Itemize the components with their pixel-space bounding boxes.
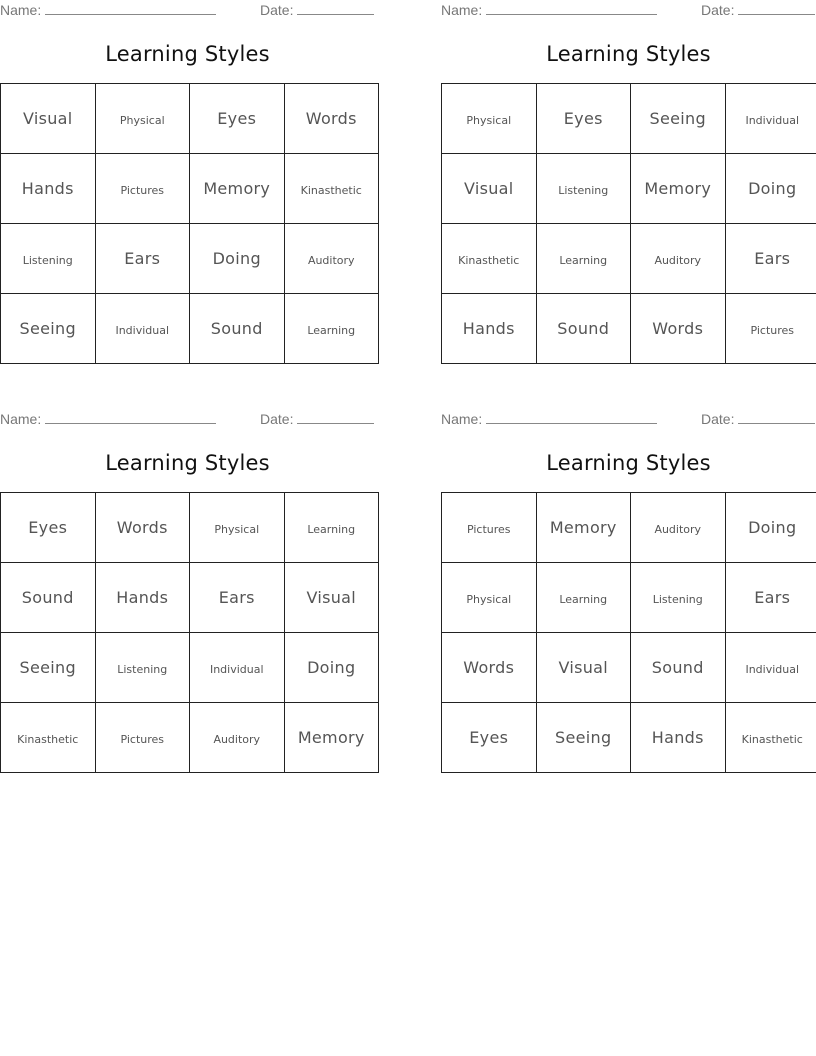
cell-word: Ears bbox=[754, 588, 791, 607]
grid-cell bbox=[442, 633, 537, 703]
grid-cell bbox=[725, 154, 816, 224]
grid-cell bbox=[442, 84, 537, 154]
grid-row bbox=[1, 224, 379, 294]
grid-row bbox=[442, 224, 816, 294]
bingo-card-2 bbox=[441, 0, 816, 364]
grid-cell bbox=[536, 84, 631, 154]
cell-word: Physical bbox=[466, 593, 512, 606]
cell-word: Pictures bbox=[120, 733, 165, 746]
cell-word: Auditory bbox=[213, 733, 261, 746]
grid-cell bbox=[631, 563, 726, 633]
grid-cell bbox=[725, 493, 816, 563]
cell-word: Pictures bbox=[120, 184, 165, 197]
cell-word: Learning bbox=[559, 254, 608, 267]
name-field bbox=[441, 2, 657, 18]
name-label: Name: bbox=[441, 411, 483, 427]
card-title: Learning Styles bbox=[546, 42, 711, 66]
date-blank bbox=[297, 2, 374, 15]
grid-row bbox=[1, 563, 379, 633]
grid-cell bbox=[536, 703, 631, 773]
cell-word: Visual bbox=[463, 179, 514, 198]
cell-word: Sound bbox=[21, 588, 74, 607]
cell-word: Listening bbox=[22, 254, 73, 267]
cell-word: Words bbox=[463, 658, 515, 677]
name-label: Name: bbox=[441, 2, 483, 18]
date-blank bbox=[738, 411, 815, 424]
cell-word: Pictures bbox=[466, 523, 511, 536]
name-blank bbox=[486, 411, 657, 424]
grid-cell bbox=[284, 493, 379, 563]
cell-word: Kinasthetic bbox=[741, 733, 803, 746]
bingo-card-1 bbox=[0, 0, 375, 364]
cell-word: Memory bbox=[297, 728, 365, 747]
grid-cell bbox=[284, 294, 379, 364]
cell-word: Hands bbox=[21, 179, 74, 198]
date-field bbox=[701, 411, 815, 427]
grid-row bbox=[1, 703, 379, 773]
grid-cell bbox=[442, 294, 537, 364]
grid-cell bbox=[1, 703, 96, 773]
cell-word: Sound bbox=[557, 319, 610, 338]
grid-cell bbox=[631, 154, 726, 224]
grid-cell bbox=[536, 224, 631, 294]
grid-cell bbox=[1, 493, 96, 563]
header-line bbox=[0, 411, 375, 429]
cell-word: Eyes bbox=[28, 518, 68, 537]
grid-cell bbox=[284, 154, 379, 224]
cell-word: Eyes bbox=[469, 728, 509, 747]
grid-cell bbox=[284, 703, 379, 773]
grid-cell bbox=[284, 563, 379, 633]
cell-word: Physical bbox=[466, 114, 512, 127]
date-blank bbox=[738, 2, 815, 15]
bingo-grid bbox=[0, 492, 379, 773]
grid-cell bbox=[442, 224, 537, 294]
grid-cell bbox=[725, 633, 816, 703]
cell-word: Individual bbox=[209, 663, 264, 676]
grid-cell bbox=[442, 154, 537, 224]
cell-word: Pictures bbox=[750, 324, 795, 337]
grid-cell bbox=[536, 563, 631, 633]
grid-row bbox=[442, 294, 816, 364]
grid-row bbox=[1, 294, 379, 364]
grid-cell bbox=[536, 294, 631, 364]
grid-cell bbox=[725, 84, 816, 154]
date-label: Date: bbox=[260, 2, 294, 18]
grid-cell bbox=[95, 84, 190, 154]
grid-cell bbox=[536, 493, 631, 563]
cell-word: Memory bbox=[203, 179, 271, 198]
grid-cell bbox=[95, 703, 190, 773]
cell-word: Visual bbox=[558, 658, 609, 677]
cell-word: Eyes bbox=[563, 109, 603, 128]
grid-cell bbox=[631, 84, 726, 154]
grid-cell bbox=[190, 224, 285, 294]
grid-row bbox=[1, 84, 379, 154]
cell-word: Memory bbox=[644, 179, 712, 198]
name-blank bbox=[45, 411, 216, 424]
grid-cell bbox=[536, 154, 631, 224]
name-blank bbox=[45, 2, 216, 15]
cell-word: Sound bbox=[651, 658, 704, 677]
grid-cell bbox=[284, 84, 379, 154]
cell-word: Learning bbox=[559, 593, 608, 606]
header-line bbox=[441, 411, 816, 429]
cell-word: Doing bbox=[748, 179, 797, 198]
grid-row bbox=[442, 703, 816, 773]
cell-word: Kinasthetic bbox=[300, 184, 362, 197]
date-blank bbox=[297, 411, 374, 424]
date-field bbox=[701, 2, 815, 18]
cell-word: Doing bbox=[307, 658, 356, 677]
grid-cell bbox=[284, 633, 379, 703]
grid-cell bbox=[190, 563, 285, 633]
grid-row bbox=[442, 633, 816, 703]
grid-cell bbox=[95, 224, 190, 294]
cell-word: Ears bbox=[218, 588, 255, 607]
cell-word: Hands bbox=[116, 588, 169, 607]
date-label: Date: bbox=[701, 411, 735, 427]
cell-word: Auditory bbox=[654, 523, 702, 536]
grid-cell bbox=[1, 154, 96, 224]
grid-cell bbox=[1, 224, 96, 294]
cell-word: Physical bbox=[214, 523, 260, 536]
header-line bbox=[441, 2, 816, 20]
date-field bbox=[260, 2, 374, 18]
grid-cell bbox=[284, 224, 379, 294]
cell-word: Seeing bbox=[555, 728, 612, 747]
cell-word: Physical bbox=[119, 114, 165, 127]
cell-word: Hands bbox=[462, 319, 515, 338]
card-title: Learning Styles bbox=[546, 451, 711, 475]
grid-cell bbox=[190, 703, 285, 773]
name-field bbox=[0, 2, 216, 18]
grid-cell bbox=[725, 703, 816, 773]
card-title: Learning Styles bbox=[105, 451, 270, 475]
cell-word: Seeing bbox=[649, 109, 706, 128]
cell-word: Visual bbox=[22, 109, 73, 128]
cell-word: Auditory bbox=[654, 254, 702, 267]
cell-word: Ears bbox=[754, 249, 791, 268]
cell-word: Ears bbox=[124, 249, 161, 268]
cell-word: Doing bbox=[212, 249, 261, 268]
cell-word: Sound bbox=[210, 319, 263, 338]
cell-word: Individual bbox=[745, 114, 800, 127]
grid-cell bbox=[190, 633, 285, 703]
cell-word: Seeing bbox=[19, 658, 76, 677]
cell-word: Learning bbox=[307, 523, 356, 536]
grid-cell bbox=[190, 154, 285, 224]
grid-cell bbox=[1, 294, 96, 364]
cell-word: Individual bbox=[115, 324, 170, 337]
grid-row bbox=[442, 493, 816, 563]
cell-word: Words bbox=[305, 109, 357, 128]
cell-word: Words bbox=[652, 319, 704, 338]
cell-word: Listening bbox=[652, 593, 703, 606]
date-label: Date: bbox=[260, 411, 294, 427]
grid-cell bbox=[95, 633, 190, 703]
cell-word: Seeing bbox=[19, 319, 76, 338]
grid-cell bbox=[95, 563, 190, 633]
cell-word: Visual bbox=[306, 588, 357, 607]
grid-cell bbox=[442, 493, 537, 563]
grid-cell bbox=[631, 294, 726, 364]
grid-cell bbox=[725, 294, 816, 364]
cell-word: Learning bbox=[307, 324, 356, 337]
cell-word: Eyes bbox=[217, 109, 257, 128]
name-blank bbox=[486, 2, 657, 15]
grid-row bbox=[442, 154, 816, 224]
header-line bbox=[0, 2, 375, 20]
grid-cell bbox=[190, 84, 285, 154]
grid-cell bbox=[631, 703, 726, 773]
name-field bbox=[0, 411, 216, 427]
bingo-card-4 bbox=[441, 409, 816, 773]
grid-cell bbox=[1, 84, 96, 154]
grid-cell bbox=[95, 493, 190, 563]
grid-cell bbox=[95, 154, 190, 224]
grid-row bbox=[442, 563, 816, 633]
grid-cell bbox=[1, 563, 96, 633]
grid-cell bbox=[95, 294, 190, 364]
grid-cell bbox=[631, 493, 726, 563]
date-label: Date: bbox=[701, 2, 735, 18]
bingo-grid bbox=[441, 83, 816, 364]
grid-cell bbox=[1, 633, 96, 703]
name-label: Name: bbox=[0, 2, 42, 18]
cell-word: Memory bbox=[549, 518, 617, 537]
grid-row bbox=[1, 493, 379, 563]
grid-cell bbox=[631, 633, 726, 703]
grid-cell bbox=[725, 563, 816, 633]
cell-word: Listening bbox=[117, 663, 168, 676]
cell-word: Auditory bbox=[307, 254, 355, 267]
grid-row bbox=[1, 633, 379, 703]
bingo-card-3 bbox=[0, 409, 375, 773]
bingo-grid bbox=[0, 83, 379, 364]
grid-cell bbox=[536, 633, 631, 703]
cell-word: Kinasthetic bbox=[458, 254, 520, 267]
grid-cell bbox=[190, 493, 285, 563]
cell-word: Words bbox=[116, 518, 168, 537]
grid-cell bbox=[442, 703, 537, 773]
cell-word: Individual bbox=[745, 663, 800, 676]
bingo-grid bbox=[441, 492, 816, 773]
cell-word: Listening bbox=[558, 184, 609, 197]
cell-word: Kinasthetic bbox=[17, 733, 79, 746]
date-field bbox=[260, 411, 374, 427]
grid-row bbox=[442, 84, 816, 154]
grid-cell bbox=[631, 224, 726, 294]
card-title: Learning Styles bbox=[105, 42, 270, 66]
grid-cell bbox=[190, 294, 285, 364]
grid-row bbox=[1, 154, 379, 224]
name-label: Name: bbox=[0, 411, 42, 427]
grid-cell bbox=[725, 224, 816, 294]
cell-word: Hands bbox=[651, 728, 704, 747]
name-field bbox=[441, 411, 657, 427]
grid-cell bbox=[442, 563, 537, 633]
cell-word: Doing bbox=[748, 518, 797, 537]
